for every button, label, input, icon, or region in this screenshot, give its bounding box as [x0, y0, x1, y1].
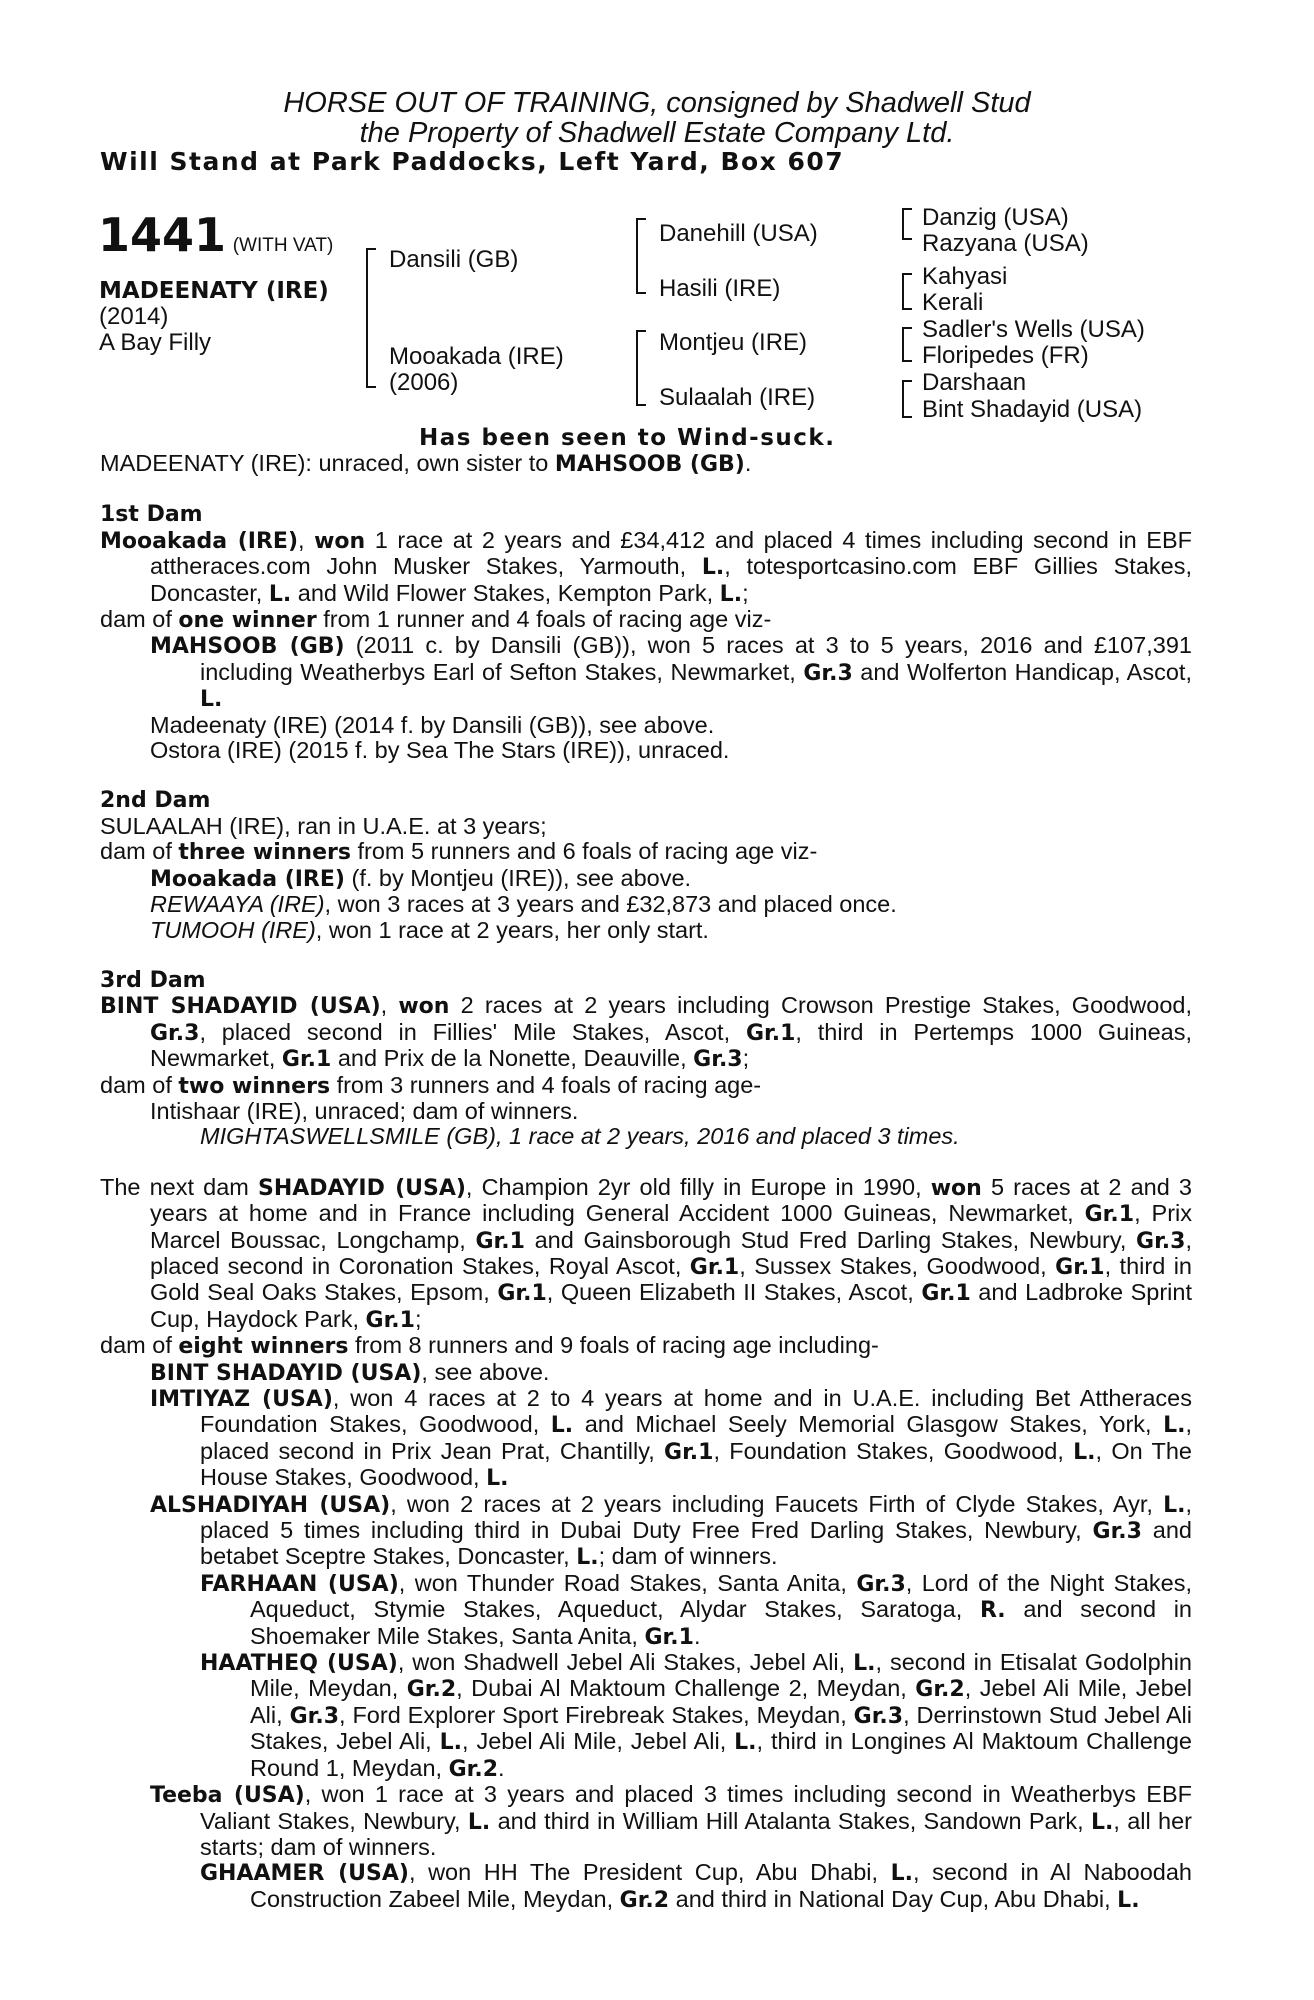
pedigree-brace-ds — [902, 327, 912, 362]
pedigree-ssd: Razyana (USA) — [922, 230, 1089, 257]
next-dam-record: The next dam SHADAYID (USA), Champion 2yr old filly in Europe in 1990, won 5 races at 2 and 3 years at home and in France including General Accident 1000 Guineas, Newmarket, Gr.1, Prix Marcel Boussac, Longchamp, Gr.1 and Gainsborough Stud Fred Darling Stakes, Newbury, Gr.3, placed second in Coronation Stakes, Royal Ascot, Gr.1, Sussex Stakes, Goodwood, Gr.1, third in Gold Seal Oaks Stakes, Epsom, Gr.1, Queen Elizabeth II Stakes, Ascot, Gr.1 and Ladbroke Sprint Cup, Haydock Park, Gr.1; — [100, 1173, 1193, 1333]
pedigree-dss: Sadler's Wells (USA) — [922, 316, 1145, 343]
third-dam-record: BINT SHADAYID (USA), won 2 races at 2 years including Crowson Prestige Stakes, Goodwood, Gr.3, placed second in Fillies' Mile Stakes, Ascot, Gr.1, third in Pertemps 1000 Guineas, Newmarket, Gr.1 and Prix de la Nonette, Deauville, Gr.3; — [100, 992, 1193, 1073]
lot-number: 1441 — [98, 208, 227, 262]
pedigree-sire-sire: Danehill (USA) — [659, 220, 818, 247]
second-dam-heading: 2nd Dam — [100, 788, 211, 814]
second-dam-produce-tumooh: TUMOOH (IRE), won 1 race at 2 years, her only start. — [150, 916, 709, 943]
next-dam-produce-bint-shadayid: BINT SHADAYID (USA), see above. — [150, 1358, 550, 1386]
pedigree-brace-dam — [636, 330, 646, 406]
pedigree-dam-dam: Sulaalah (IRE) — [659, 384, 816, 411]
next-dam-produce-haatheq: HAATHEQ (USA), won Shadwell Jebel Ali Stakes, Jebel Ali, L., second in Etisalat Godolphin Mile, Meydan, Gr.2, Dubai Al Maktoum Challenge 2, Meydan, Gr.2, Jebel Ali Mile, Jebel Ali, Gr.3, Ford Explorer Sport Firebreak Stakes, Meydan, Gr.3, Derrinstown Stud Jebel Ali Stakes, Jebel Ali, L., Jebel Ali Mile, Jebel Ali, L., third in Longines Al Maktoum Challenge Round 1, Meydan, Gr.2. — [200, 1649, 1192, 1782]
third-dam-heading: 3rd Dam — [100, 967, 206, 993]
header-property: the Property of Shadwell Estate Company Ltd. — [359, 117, 955, 149]
vat-note: (WITH VAT) — [232, 235, 334, 256]
horse-description: A Bay Filly — [99, 329, 212, 356]
pedigree-dam: Mooakada (IRE) — [389, 343, 564, 370]
lot-number-line — [98, 210, 333, 271]
horse-name: MADEENATY (IRE) — [99, 278, 329, 304]
next-dam-produce-alshadiyah: ALSHADIYAH (USA), won 2 races at 2 years including Faucets Firth of Clyde Stakes, Ayr, L., placed 5 times including third in Dubai Duty Free Fred Darling Stakes, Newbury, Gr.3 and betabet Sceptre Stakes, Doncaster, L.; dam of winners. — [150, 1490, 1192, 1571]
next-dam-produce-teeba: Teeba (USA), won 1 race at 3 years and placed 3 times including second in Weatherbys EBF Valiant Stakes, Newbury, L. and third in William Hill Atalanta Stakes, Sandown Park, L., all her starts; dam of winners. — [150, 1781, 1192, 1860]
intro-line: MADEENATY (IRE): unraced, own sister to MAHSOOB (GB). — [100, 450, 752, 477]
first-dam-record: Mooakada (IRE), won 1 race at 2 years and £34,412 and placed 4 times including second in EBF attheraces.com John Musker Stakes, Yarmouth, L., totesportcasino.com EBF Gillies Stakes, Doncaster, L. and Wild Flower Stakes, Kempton Park, L.; — [100, 526, 1192, 607]
second-dam-produce-summary: dam of three winners from 5 runners and 6 foals of racing age viz- — [100, 838, 818, 866]
pedigree-sire: Dansili (GB) — [389, 246, 519, 273]
pedigree-dsd: Floripedes (FR) — [922, 342, 1089, 369]
third-dam-produce-intishaar: Intishaar (IRE), unraced; dam of winners. — [150, 1097, 579, 1124]
first-dam-produce-mahsoob: MAHSOOB (GB) (2011 c. by Dansili (GB)), won 5 races at 3 to 5 years, 2016 and £107,391 including Weatherbys Earl of Sefton Stakes, Newmarket, Gr.3 and Wolferton Handicap, Ascot, L. — [150, 632, 1192, 713]
first-dam-produce-summary: dam of one winner from 1 runner and 4 foals of racing age viz- — [100, 606, 772, 634]
third-dam-produce-mightaswellsmile: MIGHTASWELLSMILE (GB), 1 race at 2 years, 2016 and placed 3 times. — [200, 1123, 960, 1150]
pedigree-dds: Darshaan — [922, 369, 1027, 396]
pedigree-dam-sire: Montjeu (IRE) — [659, 329, 808, 356]
pedigree-sdd: Kerali — [922, 289, 984, 316]
pedigree-brace-ss — [902, 208, 912, 240]
horse-year: (2014) — [99, 303, 169, 330]
pedigree-sds: Kahyasi — [922, 263, 1008, 290]
second-dam-record: SULAALAH (IRE), ran in U.A.E. at 3 years; — [100, 812, 547, 839]
second-dam-produce-mooakada: Mooakada (IRE) (f. by Montjeu (IRE)), see above. — [150, 864, 692, 892]
first-dam-produce-ostora: Ostora (IRE) (2015 f. by Sea The Stars (IRE)), unraced. — [150, 737, 730, 764]
wind-suck-notice: Has been seen to Wind-suck. — [419, 425, 836, 451]
next-dam-produce-summary: dam of eight winners from 8 runners and 9 foals of racing age including- — [100, 1332, 879, 1360]
pedigree-sss: Danzig (USA) — [922, 204, 1069, 231]
third-dam-produce-summary: dam of two winners from 3 runners and 4 foals of racing age- — [100, 1071, 762, 1099]
pedigree-sire-dam: Hasili (IRE) — [659, 275, 781, 302]
pedigree-brace-gen1 — [366, 248, 376, 388]
first-dam-produce-madeenaty: Madeenaty (IRE) (2014 f. by Dansili (GB)), see above. — [150, 711, 715, 738]
next-dam-produce-imtiyaz: IMTIYAZ (USA), won 4 races at 2 to 4 years at home and in U.A.E. including Bet Attheraces Foundation Stakes, Goodwood, L. and Michael Seely Memorial Glasgow Stakes, York, L., placed second in Prix Jean Prat, Chantilly, Gr.1, Foundation Stakes, Goodwood, L., On The House Stakes, Goodwood, L. — [150, 1385, 1193, 1492]
header-consignor: HORSE OUT OF TRAINING, consigned by Shadwell Stud — [283, 87, 1031, 119]
pedigree-dam-year: (2006) — [389, 369, 459, 396]
next-dam-produce-ghaamer: GHAAMER (USA), won HH The President Cup, Abu Dhabi, L., second in Al Naboodah Construction Zabeel Mile, Meydan, Gr.2 and third in National Day Cup, Abu Dhabi, L. — [200, 1859, 1192, 1913]
next-dam-produce-farhaan: FARHAAN (USA), won Thunder Road Stakes, Santa Anita, Gr.3, Lord of the Night Stakes, Aqueduct, Stymie Stakes, Aqueduct, Alydar Stakes, Saratoga, R. and second in Shoemaker Mile Stakes, Santa Anita, Gr.1. — [200, 1569, 1192, 1650]
catalogue-body — [100, 451, 1192, 1913]
pedigree-brace-sire — [636, 218, 646, 294]
header-location: Will Stand at Park Paddocks, Left Yard, Box 607 — [100, 147, 845, 176]
pedigree-ddd: Bint Shadayid (USA) — [922, 396, 1143, 423]
pedigree-brace-dd — [902, 380, 912, 418]
first-dam-heading: 1st Dam — [100, 502, 203, 528]
second-dam-produce-rewaaya: REWAAYA (IRE), won 3 races at 3 years and £32,873 and placed once. — [150, 891, 897, 918]
pedigree-brace-sd — [902, 273, 912, 310]
